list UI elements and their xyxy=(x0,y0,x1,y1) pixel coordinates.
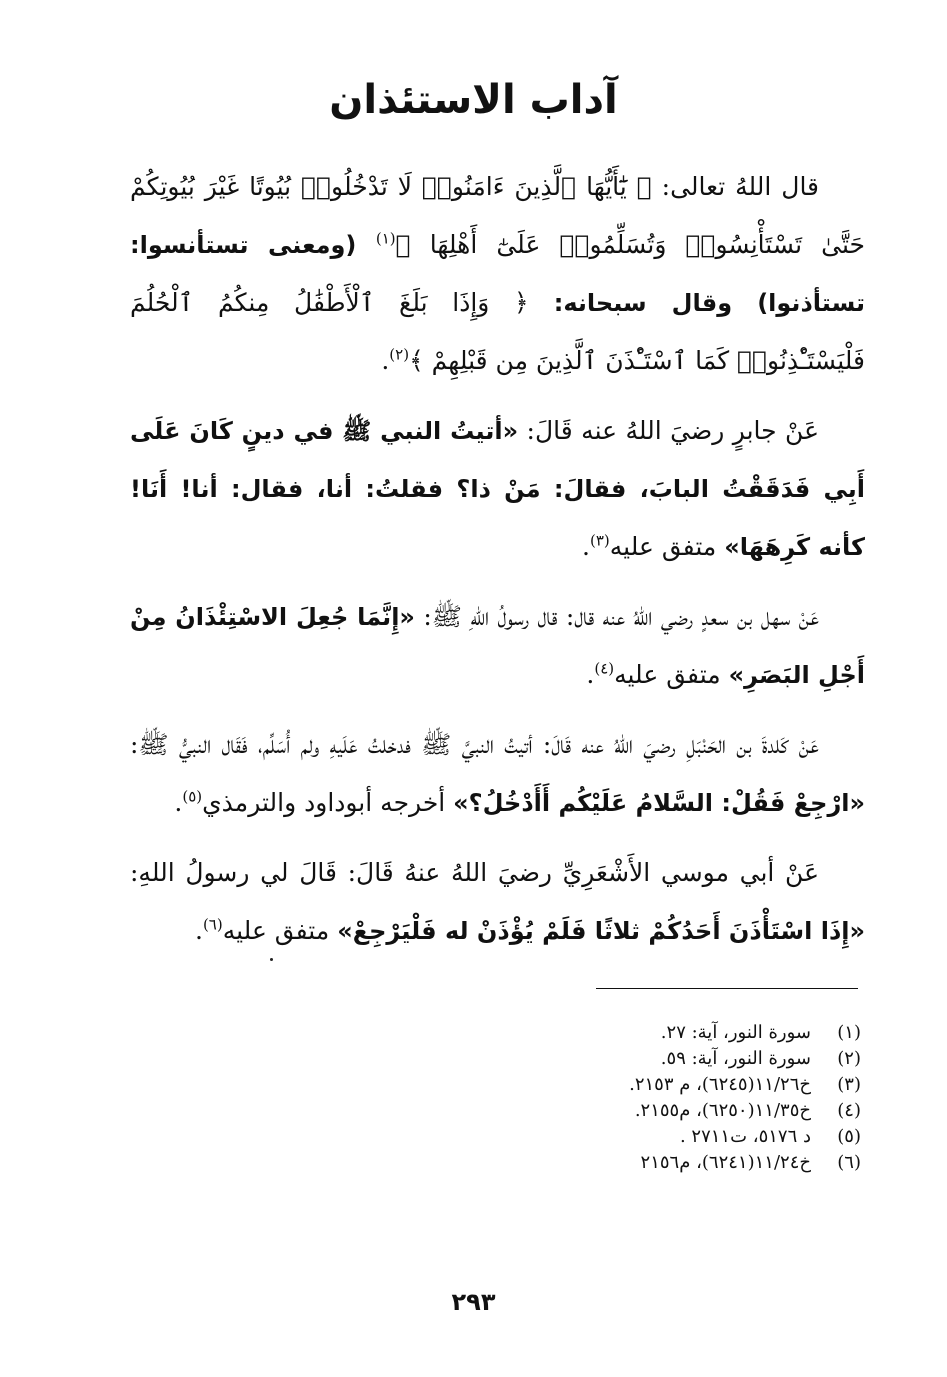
hadith-text: «أتيتُ النبي ﷺ في دينٍ كَانَ عَلَى أَبِي فَدَقَقْتُ البابَ، فقالَ: مَنْ ذا؟ فقلتُ: أنا، فقال: أنا! أَنَا! كأنه كَرِهَهَا» xyxy=(130,417,865,561)
footnote-number: (٢) xyxy=(837,1048,861,1069)
footnote-ref: (١) xyxy=(375,229,396,248)
footnote-number: (١) xyxy=(837,1022,861,1043)
footnote-text: خ١١/٢٤(٦٢٤١)، م٢١٥٦ xyxy=(640,1152,811,1173)
source-text: متفق عليه xyxy=(614,660,729,689)
narrator-text: عَنْ أبي موسي الأَشْعَرِيِّ رضيَ اللهُ عنهُ قَالَ: قَالَ لي رسولُ اللهِ: xyxy=(130,858,819,887)
hadith-text: «إِنَّمَا جُعِلَ الاسْتِئْذَانُ مِنْ أَجْلِ البَصَرِ» xyxy=(130,603,865,689)
footnote-text: خ١١/٢٦(٦٢٤٥)، م ٢١٥٣. xyxy=(629,1074,811,1095)
footnote-number: (٥) xyxy=(837,1126,861,1147)
intro-text: قال اللهُ تعالى: xyxy=(651,172,820,201)
footnote-ref: (٤) xyxy=(594,659,615,678)
footnote-item xyxy=(441,1124,861,1150)
narrator-text: عَنْ كَلدةَ بن الحَنْبَلِ رضيَ اللهُ عنه قَالَ: أتيتُ النبيَّ ﷺ فدخلتُ عَلَيهِ ولم أُسَلِّم، فَقَال النبيُّ ﷺ: xyxy=(130,730,819,759)
footnote-ref: (٦) xyxy=(202,915,223,934)
explanation-text: (ومعنى تستأنسوا: تستأذنوا) وقال سبحانه: xyxy=(130,231,866,317)
end-mark: . xyxy=(582,532,590,561)
paragraph-quran-verses xyxy=(130,158,865,390)
end-mark: . xyxy=(381,346,390,375)
narrator-text: عَنْ جابرٍ رضيَ اللهُ عنه قَالَ: xyxy=(518,416,819,445)
page-number: ٢٩٣ xyxy=(451,1288,496,1316)
paragraph-hadith-abu-musa xyxy=(130,844,865,960)
footnote-text: سورة النور، آية: ٢٧. xyxy=(660,1022,811,1043)
footnote-ref: (٣) xyxy=(589,531,610,550)
paragraph-hadith-sahl xyxy=(130,588,865,704)
footnote-item xyxy=(441,1098,861,1124)
footnotes xyxy=(441,1020,861,1176)
footnote-text: سورة النور، آية: ٥٩. xyxy=(660,1048,811,1069)
footnote-text: د ٥١٧٦، ت٢٧١١ . xyxy=(679,1126,811,1147)
source-text: أخرجه أبوداود والترمذي xyxy=(202,788,454,817)
footnote-number: (٣) xyxy=(837,1074,861,1095)
quran-verse: ﴿ وَإِذَا بَلَغَ ٱلْأَطْفَٰلُ مِنكُمُ ٱلْحُلُمَ فَلْيَسْتَـْٔذِنُوا۟ كَمَا ٱسْتَـْٔذَنَ ٱلَّذِينَ مِن قَبْلِهِمْ ﴾ xyxy=(130,288,865,375)
footnote-item xyxy=(441,1046,861,1072)
quran-verse: ﴿ يَٰٓأَيُّهَا ٱلَّذِينَ ءَامَنُوا۟ لَا تَدْخُلُوا۟ بُيُوتًا غَيْرَ بُيُوتِكُمْ حَتَّىٰ تَسْتَأْنِسُوا۟ وَتُسَلِّمُوا۟ عَلَىٰٓ أَهْلِهَا ﴾ xyxy=(130,172,865,259)
footnote-item xyxy=(441,1150,861,1176)
narrator-text: عَنْ سهل بن سعدٍ رضي اللهُ عنه قال: قال رسولُ اللهِ ﷺ: xyxy=(414,602,820,631)
source-text: متفق عليه xyxy=(609,532,725,561)
footnote-number: (٤) xyxy=(837,1100,861,1121)
footnote-item xyxy=(441,1072,861,1098)
page-title: آداب الاستئذان xyxy=(329,77,618,123)
end-mark: . xyxy=(174,788,183,817)
footnote-text: خ١١/٣٥(٦٢٥٠)، م٢١٥٥. xyxy=(634,1100,811,1121)
footnote-ref: (٥) xyxy=(182,787,203,806)
footnote-number: (٦) xyxy=(837,1152,861,1173)
footnote-divider xyxy=(596,988,858,989)
footnote-ref: (٢) xyxy=(389,345,410,364)
paragraph-hadith-jabir xyxy=(130,402,865,576)
hadith-text: «ارْجِعْ فَقُلْ: السَّلامُ عَلَيْكُم أَأَدْخُلُ؟» xyxy=(453,789,865,817)
paragraph-hadith-kalada xyxy=(130,716,865,832)
source-text: متفق عليه xyxy=(222,916,338,945)
end-mark: . xyxy=(194,916,203,945)
hadith-text: «إِذَا اسْتَأْذَنَ أَحَدُكُمْ ثلاثًا فَلَمْ يُؤْذَنْ له فَلْيَرْجِعْ» xyxy=(337,917,865,945)
body-text xyxy=(130,158,865,972)
stray-dot xyxy=(270,958,273,961)
end-mark: . xyxy=(586,660,595,689)
footnote-item xyxy=(441,1020,861,1046)
